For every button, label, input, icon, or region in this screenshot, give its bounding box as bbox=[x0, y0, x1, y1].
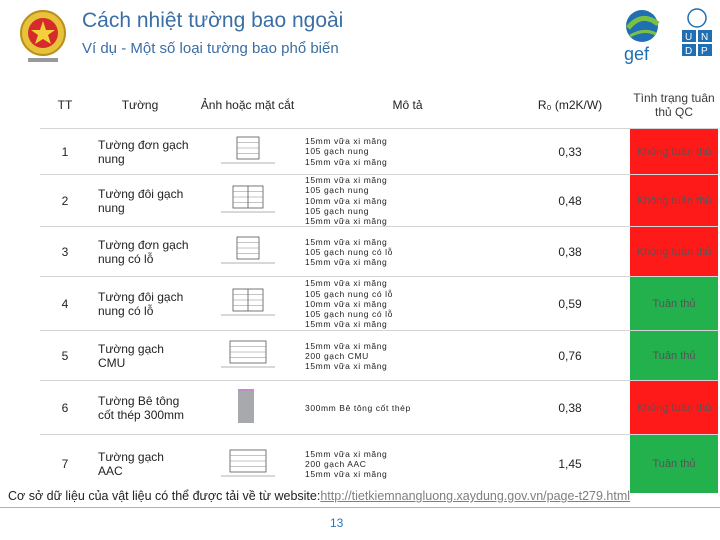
svg-text:D: D bbox=[685, 46, 693, 57]
wall-description: 15mm vữa xi măng 200 gạch CMU 15mm vữa xi măng bbox=[305, 331, 510, 381]
footer-divider bbox=[0, 507, 720, 508]
table-row bbox=[40, 381, 718, 435]
header-image: Ảnh hoặc mặt cắt bbox=[200, 98, 295, 112]
database-link[interactable]: http://tietkiemnangluong.xaydung.gov.vn/page-t279.html bbox=[320, 489, 631, 503]
footer-note-text: Cơ sở dữ liệu của vật liệu có thể được tải về từ website: bbox=[8, 489, 321, 503]
svg-text:U: U bbox=[685, 32, 693, 43]
row-number: 4 bbox=[40, 277, 90, 331]
wall-section-image bbox=[190, 381, 305, 435]
table-header-row bbox=[40, 82, 718, 129]
wall-name: Tường gạch AAC bbox=[98, 450, 164, 479]
row-number: 3 bbox=[40, 227, 90, 277]
svg-text:gef: gef bbox=[624, 44, 650, 64]
r0-value: 0,59 bbox=[510, 277, 630, 331]
wall-name: Tường đôi gạch nung bbox=[98, 186, 184, 215]
table-row bbox=[40, 129, 718, 175]
header-compliance: Tình trạng tuân thủ QC bbox=[633, 91, 715, 119]
wall-section-drawing-icon bbox=[213, 182, 283, 216]
slide-header bbox=[0, 0, 720, 80]
row-number: 7 bbox=[40, 435, 90, 493]
compliance-status: Không tuân thủ bbox=[630, 129, 718, 175]
wall-name: Tường đơn gạch nung có lỗ bbox=[98, 237, 189, 266]
gef-logo-icon bbox=[620, 6, 666, 66]
wall-cell bbox=[90, 129, 190, 175]
row-number: 2 bbox=[40, 175, 90, 227]
wall-section-image bbox=[190, 435, 305, 493]
wall-name: Tường đôi gạch nung có lỗ bbox=[98, 289, 184, 318]
vietnam-emblem-icon bbox=[18, 8, 68, 66]
r0-value: 0,76 bbox=[510, 331, 630, 381]
compliance-status: Không tuân thủ bbox=[630, 381, 718, 435]
table-row bbox=[40, 435, 718, 493]
wall-cell bbox=[90, 331, 190, 381]
wall-cell bbox=[90, 277, 190, 331]
r0-value: 0,38 bbox=[510, 381, 630, 435]
header-r0: R₀ (m2K/W) bbox=[537, 98, 603, 112]
compliance-status: Tuân thủ bbox=[630, 435, 718, 493]
wall-section-drawing-icon bbox=[213, 285, 283, 319]
undp-logo-icon bbox=[680, 6, 714, 66]
header-description: Mô tả bbox=[392, 97, 423, 112]
r0-value: 0,33 bbox=[510, 129, 630, 175]
wall-section-image bbox=[190, 175, 305, 227]
footer-note bbox=[8, 489, 630, 503]
header-wall: Tường bbox=[121, 98, 159, 112]
wall-name: Tường gạch CMU bbox=[98, 341, 164, 370]
table-row bbox=[40, 277, 718, 331]
wall-cell bbox=[90, 435, 190, 493]
svg-text:N: N bbox=[701, 32, 709, 43]
table-row bbox=[40, 175, 718, 227]
wall-description: 15mm vữa xi măng 105 gạch nung 10mm vữa xi măng 105 gạch nung 15mm vữa xi măng bbox=[305, 175, 510, 227]
wall-section-image bbox=[190, 277, 305, 331]
wall-section-drawing-icon bbox=[213, 133, 283, 167]
wall-description: 15mm vữa xi măng 105 gạch nung có lỗ 15mm vữa xi măng bbox=[305, 227, 510, 277]
wall-cell bbox=[90, 227, 190, 277]
wall-section-drawing-icon bbox=[213, 446, 283, 480]
compliance-status: Tuân thủ bbox=[630, 331, 718, 381]
wall-section-drawing-icon bbox=[213, 233, 283, 267]
row-number: 5 bbox=[40, 331, 90, 381]
wall-cell bbox=[90, 175, 190, 227]
table-row bbox=[40, 331, 718, 381]
row-number: 1 bbox=[40, 129, 90, 175]
svg-text:P: P bbox=[701, 46, 708, 57]
r0-value: 0,38 bbox=[510, 227, 630, 277]
wall-section-image bbox=[190, 129, 305, 175]
r0-value: 0,48 bbox=[510, 175, 630, 227]
wall-cell bbox=[90, 381, 190, 435]
wall-description: 300mm Bê tông cốt thép bbox=[305, 381, 510, 435]
wall-types-table bbox=[40, 82, 718, 493]
wall-section-drawing-icon bbox=[213, 337, 283, 371]
wall-section-image bbox=[190, 331, 305, 381]
table-row bbox=[40, 227, 718, 277]
compliance-status: Không tuân thủ bbox=[630, 175, 718, 227]
wall-section-drawing-icon bbox=[213, 389, 283, 423]
wall-section-image bbox=[190, 227, 305, 277]
wall-description: 15mm vữa xi măng 200 gạch AAC 15mm vữa xi măng bbox=[305, 435, 510, 493]
r0-value: 1,45 bbox=[510, 435, 630, 493]
compliance-status: Tuân thủ bbox=[630, 277, 718, 331]
header-tt: TT bbox=[57, 98, 73, 112]
compliance-status: Không tuân thủ bbox=[630, 227, 718, 277]
table-body bbox=[40, 129, 718, 493]
page-title: Cách nhiệt tường bao ngoài bbox=[82, 9, 344, 32]
page-number: 13 bbox=[330, 516, 344, 530]
wall-name: Tường Bê tông cốt thép 300mm bbox=[98, 393, 185, 422]
wall-name: Tường đơn gạch nung bbox=[98, 137, 189, 166]
page-subtitle: Ví dụ - Một số loại tường bao phổ biến bbox=[82, 40, 339, 57]
wall-description: 15mm vữa xi măng 105 gạch nung có lỗ 10mm vữa xi măng 105 gạch nung có lỗ 15mm vữa xi măng bbox=[305, 277, 510, 331]
row-number: 6 bbox=[40, 381, 90, 435]
wall-description: 15mm vữa xi măng 105 gạch nung 15mm vữa xi măng bbox=[305, 129, 510, 175]
